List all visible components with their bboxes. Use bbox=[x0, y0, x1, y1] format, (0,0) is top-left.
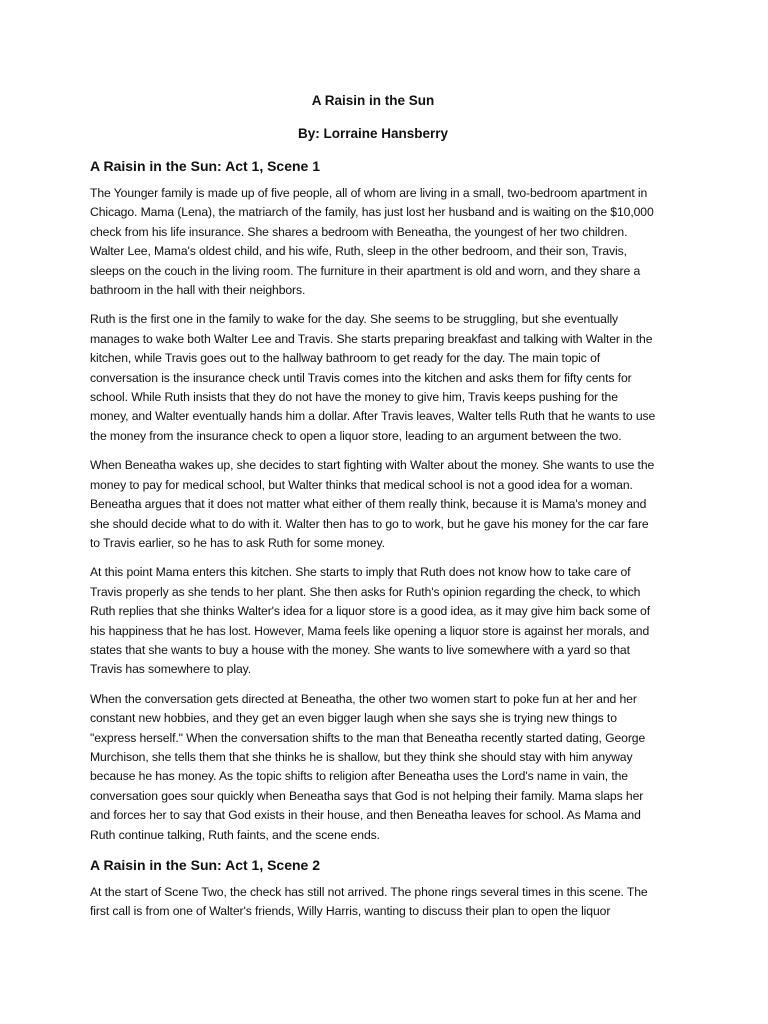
document-title: A Raisin in the Sun bbox=[311, 93, 435, 108]
paragraph: The Younger family is made up of five people, all of whom are living in a small, two-bedroom apartment in Chicago. Mama (Lena), the matriarch of the family, has just lost her husband and is waiting on the $10,000 check from his life insurance. She shares a bedroom with Beneatha, the youngest of her two children. Walter Lee, Mama's oldest child, and his wife, Ruth, sleep in the other bedroom, and their son, Travis, sleeps on the couch in the living room. The furniture in their apartment is old and worn, and they share a bathroom in the hall with their neighbors. bbox=[90, 186, 654, 298]
paragraph: Ruth is the first one in the family to wake for the day. She seems to be struggling, but she eventually manages to wake both Walter Lee and Travis. She starts preparing breakfast and talking with Walter in the kitchen, while Travis goes out to the hallway bathroom to get ready for the day. The main topic of conversation is the insurance check until Travis comes into the kitchen and asks them for fifty cents for school. While Ruth insists that they do not have the money to give him, Travis keeps pushing for the money, and Walter eventually hands him a dollar. After Travis leaves, Walter tells Ruth that he wants to use the money from the insurance check to open a liquor store, leading to an argument between the two. bbox=[90, 312, 656, 443]
section-heading: A Raisin in the Sun: Act 1, Scene 2 bbox=[90, 857, 321, 873]
document-author: By: Lorraine Hansberry bbox=[297, 126, 449, 141]
section-act1-scene2 bbox=[90, 855, 656, 922]
paragraph: When Beneatha wakes up, she decides to start fighting with Walter about the money. She wants to use the money to pay for medical school, but Walter thinks that medical school is not a good idea for a woman. Beneatha argues that it does not matter what either of them really think, because it is Mama's money and she should decide what to do with it. Walter then has to go to work, but he gave his money for the car fare to Travis earlier, so he has to ask Ruth for some money. bbox=[90, 458, 655, 550]
paragraph: When the conversation gets directed at Beneatha, the other two women start to poke fun at her and her constant new hobbies, and they get an even bigger laugh when she says she is trying new things to "express herself." When the conversation shifts to the man that Beneatha recently started dating, George Murchison, she tells them that she thinks he is shallow, but they think she should stay with him anyway because he has money. As the topic shifts to religion after Beneatha uses the Lord's name in vain, the conversation goes sour quickly when Beneatha says that God is not helping their family. Mama slaps her and forces her to say that God exists in their house, and then Beneatha leaves for school. As Mama and Ruth continue talking, Ruth faints, and the scene ends. bbox=[90, 691, 646, 842]
section-heading: A Raisin in the Sun: Act 1, Scene 1 bbox=[90, 158, 321, 174]
section-act1-scene1 bbox=[90, 156, 656, 845]
paragraph: At the start of Scene Two, the check has still not arrived. The phone rings several times in this scene. The first call is from one of Walter's friends, Willy Harris, wanting to discuss their plan to open the liquor bbox=[90, 885, 648, 919]
paragraph: At this point Mama enters this kitchen. She starts to imply that Ruth does not know how to take care of Travis properly as she tends to her plant. She then asks for Ruth's opinion regarding the check, to which Ruth replies that she thinks Walter's idea for a liquor store is a good idea, as it may give him back some of his happiness that he has lost. However, Mama feels like opening a liquor store is against her morals, and states that she wants to buy a house with the money. She wants to live somewhere with a yard so that Travis has somewhere to play. bbox=[90, 565, 650, 677]
